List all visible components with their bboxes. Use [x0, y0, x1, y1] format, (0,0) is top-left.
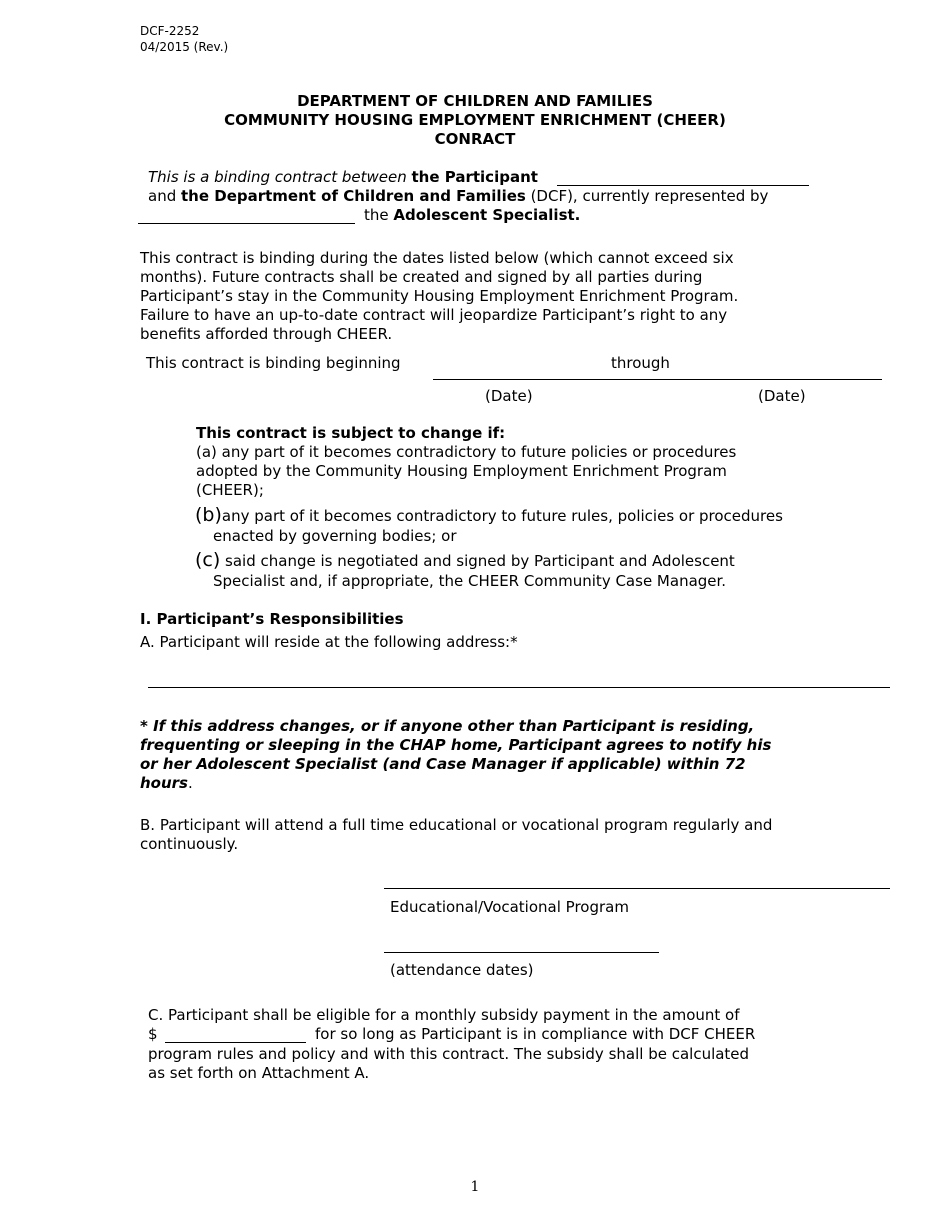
dates-blank[interactable]: [433, 379, 882, 380]
intro-line-2: [148, 187, 768, 205]
item-b-line: B. Participant will attend a full time educational or vocational program regularly and: [140, 816, 773, 834]
subsidy-amount-blank[interactable]: [165, 1042, 306, 1043]
notice-line: or her Adolescent Specialist (and Case Manager if applicable) within 72: [140, 755, 746, 773]
change-item-b-row: [195, 504, 783, 526]
change-item-c-line: said change is negotiated and signed by Participant and Adolescent: [220, 552, 735, 570]
title-department: DEPARTMENT OF CHILDREN AND FAMILIES: [297, 92, 653, 110]
item-a-address: A. Participant will reside at the following address:*: [140, 633, 518, 651]
change-item-c-row: [195, 549, 735, 571]
attendance-blank[interactable]: [384, 952, 659, 953]
item-c-line-4: as set forth on Attachment A.: [148, 1064, 370, 1082]
intro-lead: This is a binding contract between: [148, 168, 412, 186]
dcf-rest: (DCF), currently represented by: [525, 187, 769, 205]
revision-date: 04/2015 (Rev.): [140, 40, 229, 54]
dollar-sign: $: [148, 1025, 158, 1043]
item-b-education: [140, 816, 772, 854]
binding-line: This contract is binding during the dates listed below (which cannot exceed six: [140, 249, 734, 267]
change-item-b-line: enacted by governing bodies; or: [213, 527, 457, 545]
address-change-notice: [140, 717, 771, 793]
notice-line-last: [140, 774, 771, 793]
attendance-label: (attendance dates): [390, 961, 534, 979]
item-c-line-3: program rules and policy and with this contract. The subsidy shall be calculated: [148, 1045, 750, 1063]
item-c-line-1: C. Participant shall be eligible for a monthly subsidy payment in the amount of: [148, 1006, 740, 1024]
change-heading: This contract is subject to change if:: [196, 424, 506, 442]
intro-line-3: [364, 206, 580, 224]
binding-paragraph: [140, 249, 738, 344]
specialist-name-blank[interactable]: [138, 223, 355, 224]
binding-line: months). Future contracts shall be created and signed by all parties during: [140, 268, 703, 286]
program-label: Educational/Vocational Program: [390, 898, 629, 916]
through-label: through: [611, 354, 670, 372]
binding-beginning-label: This contract is binding beginning: [146, 354, 401, 372]
end-date-label: (Date): [758, 387, 806, 405]
item-b-line: continuously.: [140, 835, 239, 853]
start-date-label: (Date): [485, 387, 533, 405]
page-number: 1: [470, 1179, 480, 1195]
specialist-label: Adolescent Specialist.: [393, 206, 581, 224]
change-item-c-line: Specialist and, if appropriate, the CHEER Community Case Manager.: [213, 572, 727, 590]
dcf-label: the Department of Children and Families: [181, 187, 526, 205]
binding-line: Failure to have an up-to-date contract will jeopardize Participant’s right to any: [140, 306, 728, 324]
item-c-marker: (c): [195, 549, 221, 571]
binding-line: benefits afforded through CHEER.: [140, 325, 393, 343]
change-item-a-line: (CHEER);: [196, 481, 264, 499]
change-item-a-line: (a) any part of it becomes contradictory to future policies or procedures: [196, 443, 737, 461]
and-text: and: [148, 187, 181, 205]
participant-name-blank[interactable]: [557, 185, 809, 186]
change-item-a-line: adopted by the Community Housing Employment Enrichment Program: [196, 462, 727, 480]
program-blank[interactable]: [384, 888, 890, 889]
title-contract: CONRACT: [434, 130, 516, 148]
binding-line: Participant’s stay in the Community Housing Employment Enrichment Program.: [140, 287, 739, 305]
change-item-a: [196, 443, 736, 500]
intro-line-1: [148, 168, 538, 186]
item-c-line-2: for so long as Participant is in compliance with DCF CHEER: [315, 1025, 756, 1043]
address-blank[interactable]: [148, 687, 890, 688]
item-b-marker: (b): [195, 504, 222, 526]
participant-label: the Participant: [411, 168, 538, 186]
notice-line: frequenting or sleeping in the CHAP home, Participant agrees to notify his: [140, 736, 772, 754]
form-number: DCF-2252: [140, 24, 200, 38]
notice-period: .: [188, 774, 193, 792]
notice-line: * If this address changes, or if anyone other than Participant is residing,: [140, 717, 755, 735]
the-text: the: [364, 206, 394, 224]
section-1-heading: I. Participant’s Responsibilities: [140, 610, 404, 628]
change-item-b-line: any part of it becomes contradictory to future rules, policies or procedures: [221, 507, 783, 525]
notice-hours: hours: [140, 774, 188, 792]
title-program: COMMUNITY HOUSING EMPLOYMENT ENRICHMENT (CHEER): [224, 111, 726, 129]
